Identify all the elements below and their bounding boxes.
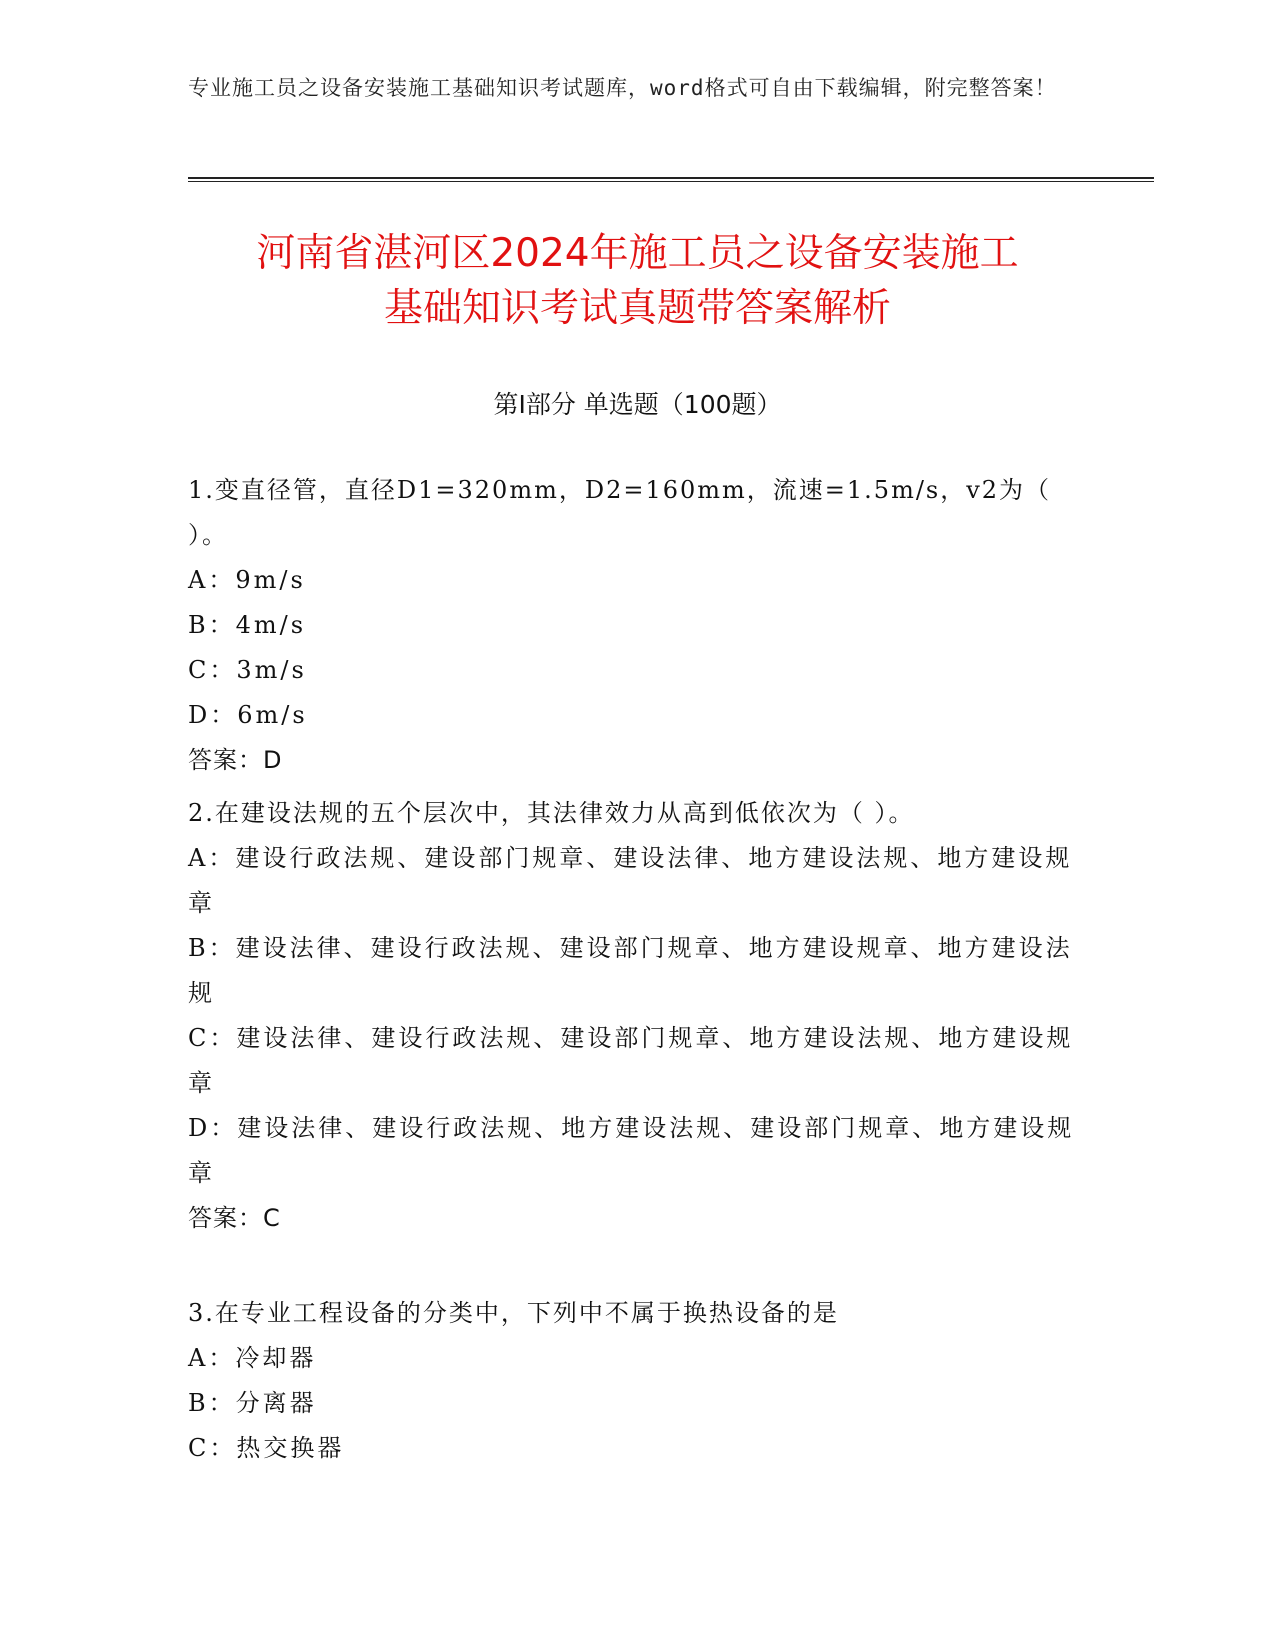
answer: 答案：D	[188, 746, 283, 774]
answer: 答案：C	[188, 1204, 281, 1232]
question-stem: 3.在专业工程设备的分类中，下列中不属于换热设备的是	[188, 1299, 839, 1327]
document-title	[160, 226, 1115, 336]
question-1	[188, 468, 1088, 783]
option-a: A：9m/s	[188, 566, 306, 594]
title-line-1: 河南省湛河区2024年施工员之设备安装施工	[256, 231, 1019, 276]
option-b: B：4m/s	[188, 611, 307, 639]
title-line-2: 基础知识考试真题带答案解析	[383, 286, 891, 331]
header-divider-thin	[188, 181, 1154, 182]
header-note: 专业施工员之设备安装施工基础知识考试题库，word格式可自由下载编辑，附完整答案！	[188, 76, 1057, 100]
header-divider	[188, 177, 1154, 179]
question-2	[188, 791, 1088, 1241]
option-c: C：热交换器	[188, 1434, 345, 1462]
option-d: D：建设法律、建设行政法规、地方建设法规、建设部门规章、地方建设规章	[188, 1114, 1075, 1187]
question-stem: 2.在建设法规的五个层次中，其法律效力从高到低依次为（ ）。	[188, 799, 915, 827]
option-d: D：6m/s	[188, 701, 308, 729]
section-heading: 第Ⅰ部分 单选题（100题）	[493, 390, 782, 419]
question-3	[188, 1291, 1088, 1471]
option-a: A：建设行政法规、建设部门规章、建设法律、地方建设法规、地方建设规章	[188, 844, 1073, 917]
option-a: A：冷却器	[188, 1344, 317, 1372]
option-c: C：3m/s	[188, 656, 307, 684]
option-b: B：分离器	[188, 1389, 317, 1417]
option-c: C：建设法律、建设行政法规、建设部门规章、地方建设法规、地方建设规章	[188, 1024, 1074, 1097]
option-b: B：建设法律、建设行政法规、建设部门规章、地方建设规章、地方建设法规	[188, 934, 1073, 1007]
question-stem: 1.变直径管，直径D1=320mm，D2=160mm，流速=1.5m/s，v2为（ ）。	[188, 476, 1052, 549]
